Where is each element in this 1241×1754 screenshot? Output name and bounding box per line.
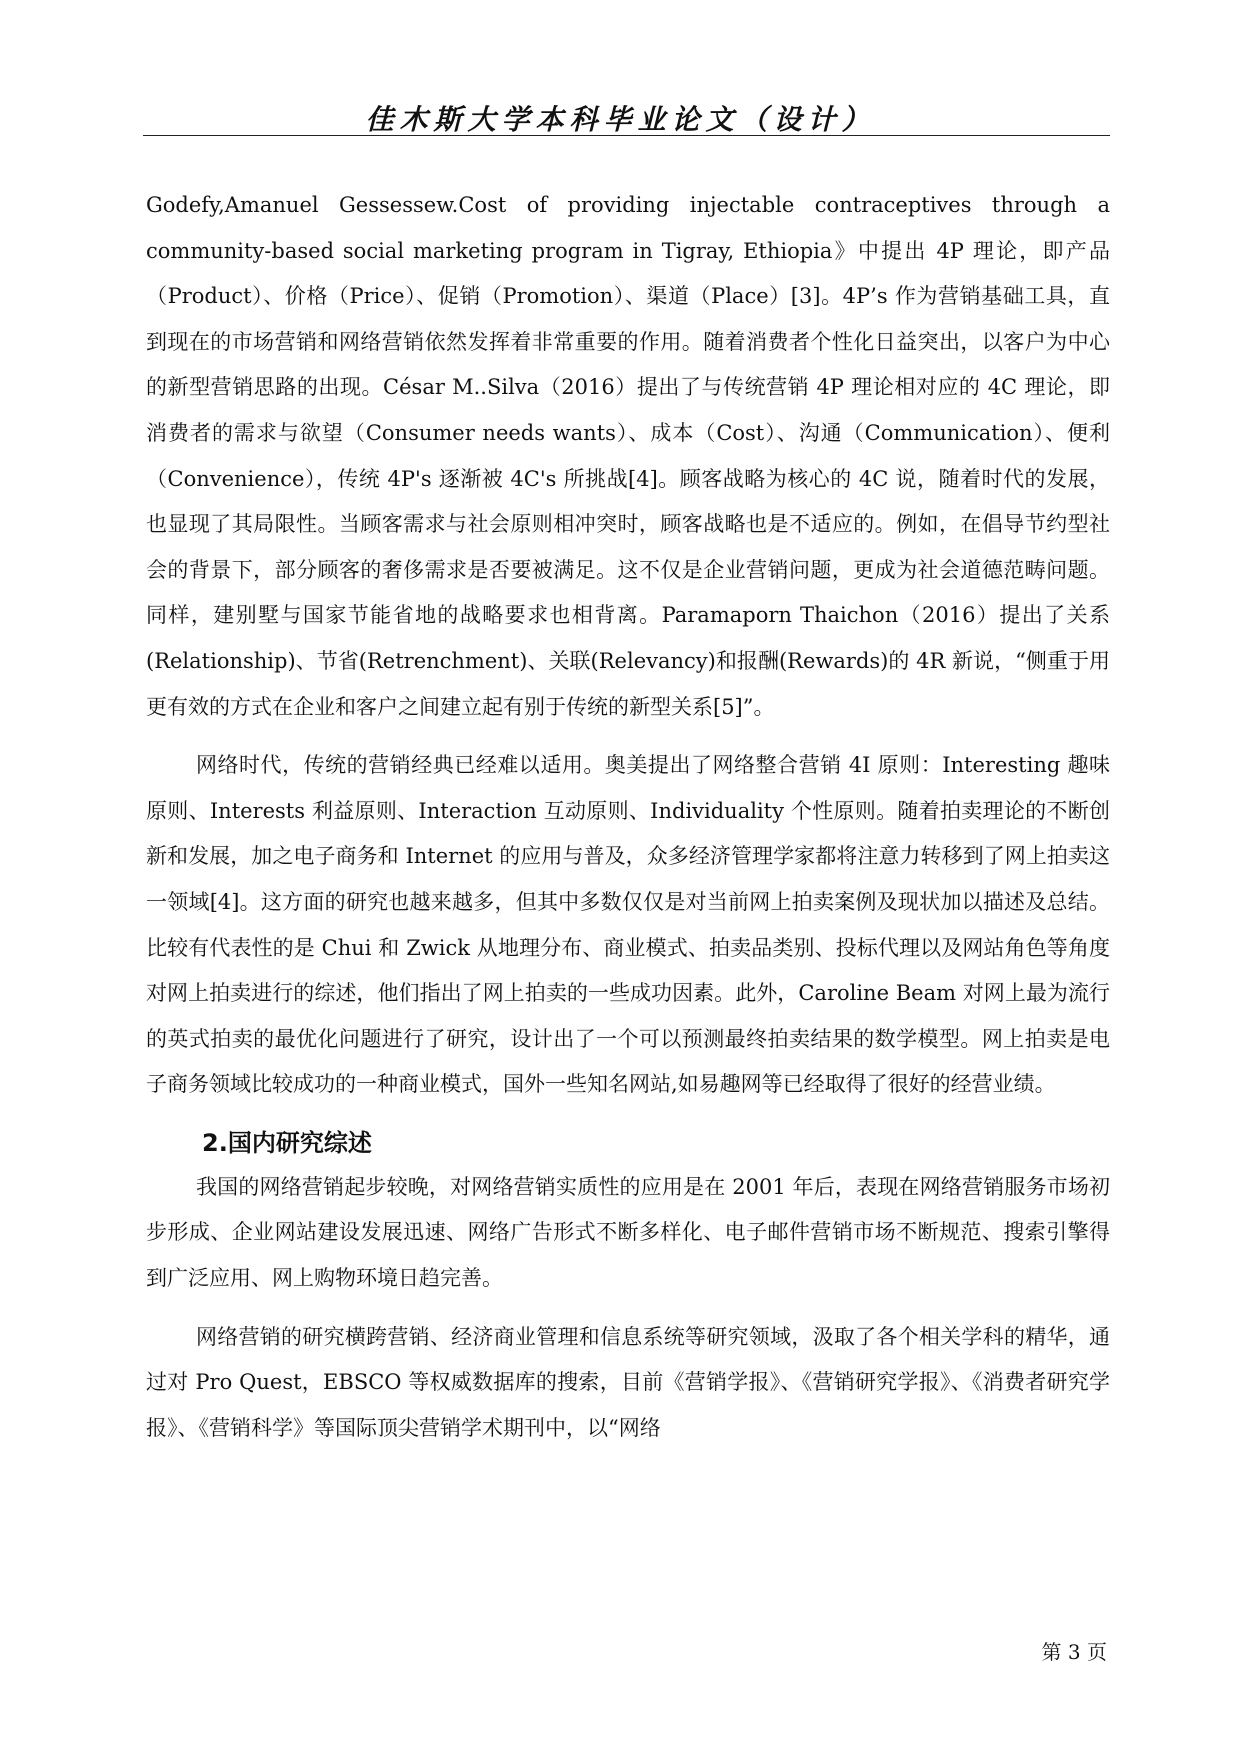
paragraph-network-era: 网络时代，传统的营销经典已经难以适用。奥美提出了网络整合营销 4I 原则：Interesting 趣味原则、Interests 利益原则、Interaction 互动原则、Individuality 个性原则。随着拍卖理论的不断创新和发展，加之电子商务和 Internet 的应用与普及，众多经济管理学家都将注意力转移到了网上拍卖这一领域[4]。这方面的研究也越来越多，但其中多数仅仅是对当前网上拍卖案例及现状加以描述及总结。比较有代表性的是 Chui 和 Zwick 从地理分布、商业模式、拍卖品类别、投标代理以及网站角色等角度对网上拍卖进行的综述，他们指出了网上拍卖的一些成功因素。此外，Caroline Beam 对网上最为流行的英式拍卖的最优化问题进行了研究，设计出了一个可以预测最终拍卖结果的数学模型。网上拍卖是电子商务领域比较成功的一种商业模式，国外一些知名网站,如易趣网等已经取得了很好的经营业绩。	[146, 753, 1110, 1097]
page-number: 第 3 页	[1041, 1640, 1107, 1664]
paragraph-marketing-theories: Godefy,Amanuel Gessessew.Cost of providing injectable contraceptives through a community-based social marketing program in Tigray, Ethiopia》中提出 4P 理论，即产品（Product）、价格（Price）、促销（Promotion）、渠道（Place）[3]。4P’s 作为营销基础工具，直到现在的市场营销和网络营销依然发挥着非常重要的作用。随着消费者个性化日益突出，以客户为中心的新型营销思路的出现。César M..Silva（2016）提出了与传统营销 4P 理论相对应的 4C 理论，即消费者的需求与欲望（Consumer needs wants）、成本（Cost）、沟通（Communication）、便利（Convenience），传统 4P's 逐渐被 4C's 所挑战[4]。顾客战略为核心的 4C 说，随着时代的发展，也显现了其局限性。当顾客需求与社会原则相冲突时，顾客战略也是不适应的。例如，在倡导节约型社会的背景下，部分顾客的奢侈需求是否要被满足。这不仅是企业营销问题，更成为社会道德范畴问题。同样，建别墅与国家节能省地的战略要求也相背离。Paramaporn Thaichon（2016）提出了关系(Relationship)、节省(Retrenchment)、关联(Relevancy)和报酬(Rewards)的 4R 新说，“侧重于用更有效的方式在企业和客户之间建立起有别于传统的新型关系[5]”。	[146, 193, 1110, 719]
document-body	[146, 183, 1110, 1451]
header-divider	[143, 135, 1110, 136]
section-heading: 2.国内研究综述	[202, 1128, 372, 1157]
paragraph-research-fields: 网络营销的研究横跨营销、经济商业管理和信息系统等研究领域，汲取了各个相关学科的精华，通过对 Pro Quest，EBSCO 等权威数据库的搜索，目前《营销学报》、《营销研究学报》、《消费者研究学报》、《营销科学》等国际顶尖营销学术期刊中，以“网络	[146, 1324, 1110, 1440]
header-title: 佳木斯大学本科毕业论文（设计）	[365, 103, 876, 136]
paragraph-domestic-start: 我国的网络营销起步较晚，对网络营销实质性的应用是在 2001 年后，表现在网络营销服务市场初步形成、企业网站建设发展迅速、网络广告形式不断多样化、电子邮件营销市场不断规范、搜索引擎得到广泛应用、网上购物环境日趋完善。	[146, 1174, 1110, 1291]
